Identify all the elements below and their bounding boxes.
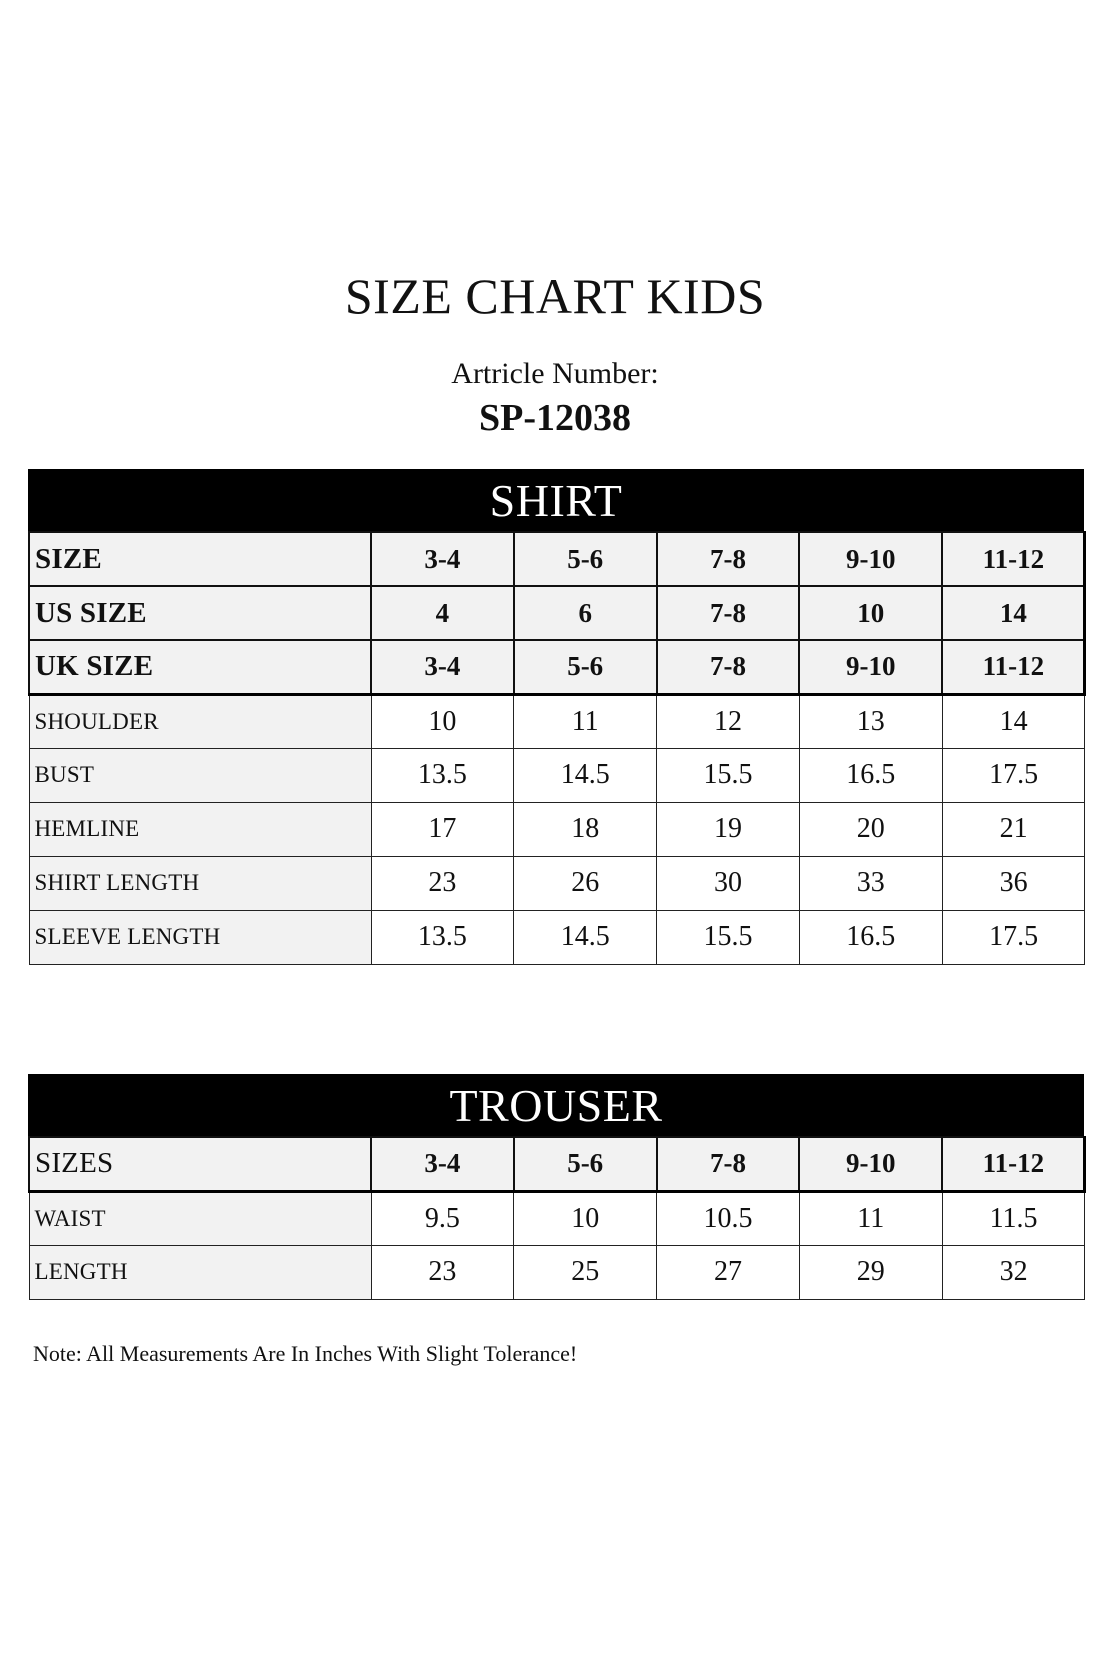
- article-number-label: Artricle Number:: [451, 357, 659, 390]
- measurement-cell: 18: [514, 802, 657, 856]
- measurement-cell: 16.5: [799, 748, 942, 802]
- size-cell: 11-12: [942, 640, 1085, 694]
- measurement-cell: 27: [657, 1245, 800, 1299]
- measurement-cell: 13: [799, 694, 942, 748]
- size-cell: 11-12: [942, 1137, 1085, 1191]
- size-cell: 3-4: [371, 640, 514, 694]
- size-cell: 11-12: [942, 532, 1085, 586]
- measurement-cell: 17: [371, 802, 514, 856]
- size-cell: 3-4: [371, 1137, 514, 1191]
- measurement-cell: 23: [371, 1245, 514, 1299]
- measurement-cell: 15.5: [657, 910, 800, 964]
- size-cell: 6: [514, 586, 657, 640]
- measurement-cell: 30: [657, 856, 800, 910]
- trouser-length-row: [29, 1245, 1085, 1299]
- trouser-size-section: [28, 1074, 1084, 1300]
- size-cell: 7-8: [657, 532, 800, 586]
- measurement-cell: 10.5: [657, 1191, 800, 1245]
- row-label: UK SIZE: [29, 640, 371, 694]
- measurement-cell: 19: [657, 802, 800, 856]
- size-cell: 4: [371, 586, 514, 640]
- row-label: SLEEVE LENGTH: [29, 910, 371, 964]
- trouser-waist-row: [29, 1191, 1085, 1245]
- row-label: SHIRT LENGTH: [29, 856, 371, 910]
- size-cell: 10: [799, 586, 942, 640]
- row-label: SHOULDER: [29, 694, 371, 748]
- measurement-cell: 32: [942, 1245, 1085, 1299]
- shirt-size-table: [28, 531, 1086, 965]
- shirt-sleeve-length-row: [29, 910, 1085, 964]
- measurement-note: Note: All Measurements Are In Inches With Slight Tolerance!: [33, 1341, 578, 1366]
- measurement-cell: 14: [942, 694, 1085, 748]
- measurement-cell: 23: [371, 856, 514, 910]
- size-cell: 5-6: [514, 640, 657, 694]
- row-label: SIZE: [29, 532, 371, 586]
- size-cell: 7-8: [657, 640, 800, 694]
- trouser-sizes-row: [29, 1137, 1085, 1191]
- row-label: LENGTH: [29, 1245, 371, 1299]
- measurement-cell: 15.5: [657, 748, 800, 802]
- row-label: SIZES: [29, 1137, 371, 1191]
- trouser-size-table: [28, 1136, 1086, 1300]
- measurement-cell: 17.5: [942, 748, 1085, 802]
- row-label: US SIZE: [29, 586, 371, 640]
- shirt-size-row: [29, 532, 1085, 586]
- measurement-cell: 12: [657, 694, 800, 748]
- size-cell: 3-4: [371, 532, 514, 586]
- shirt-us-size-row: [29, 586, 1085, 640]
- trouser-section-header: TROUSER: [28, 1074, 1084, 1136]
- measurement-cell: 14.5: [514, 910, 657, 964]
- shirt-uk-size-row: [29, 640, 1085, 694]
- measurement-cell: 11.5: [942, 1191, 1085, 1245]
- row-label: HEMLINE: [29, 802, 371, 856]
- measurement-cell: 14.5: [514, 748, 657, 802]
- size-cell: 9-10: [799, 1137, 942, 1191]
- article-number-value: SP-12038: [479, 397, 631, 439]
- size-cell: 9-10: [799, 532, 942, 586]
- measurement-cell: 36: [942, 856, 1085, 910]
- measurement-cell: 25: [514, 1245, 657, 1299]
- shirt-bust-row: [29, 748, 1085, 802]
- size-cell: 5-6: [514, 532, 657, 586]
- measurement-cell: 13.5: [371, 748, 514, 802]
- measurement-cell: 33: [799, 856, 942, 910]
- size-cell: 14: [942, 586, 1085, 640]
- measurement-cell: 10: [514, 1191, 657, 1245]
- shirt-length-row: [29, 856, 1085, 910]
- measurement-cell: 11: [514, 694, 657, 748]
- measurement-cell: 26: [514, 856, 657, 910]
- measurement-cell: 10: [371, 694, 514, 748]
- measurement-cell: 11: [799, 1191, 942, 1245]
- measurement-cell: 16.5: [799, 910, 942, 964]
- measurement-cell: 29: [799, 1245, 942, 1299]
- measurement-cell: 17.5: [942, 910, 1085, 964]
- row-label: WAIST: [29, 1191, 371, 1245]
- row-label: BUST: [29, 748, 371, 802]
- size-cell: 9-10: [799, 640, 942, 694]
- measurement-cell: 9.5: [371, 1191, 514, 1245]
- shirt-section-header: SHIRT: [28, 469, 1084, 531]
- measurement-cell: 13.5: [371, 910, 514, 964]
- shirt-size-section: [28, 469, 1084, 965]
- size-cell: 7-8: [657, 1137, 800, 1191]
- measurement-cell: 20: [799, 802, 942, 856]
- size-cell: 7-8: [657, 586, 800, 640]
- size-cell: 5-6: [514, 1137, 657, 1191]
- shirt-hemline-row: [29, 802, 1085, 856]
- measurement-cell: 21: [942, 802, 1085, 856]
- page-title: SIZE CHART KIDS: [344, 268, 766, 324]
- shirt-shoulder-row: [29, 694, 1085, 748]
